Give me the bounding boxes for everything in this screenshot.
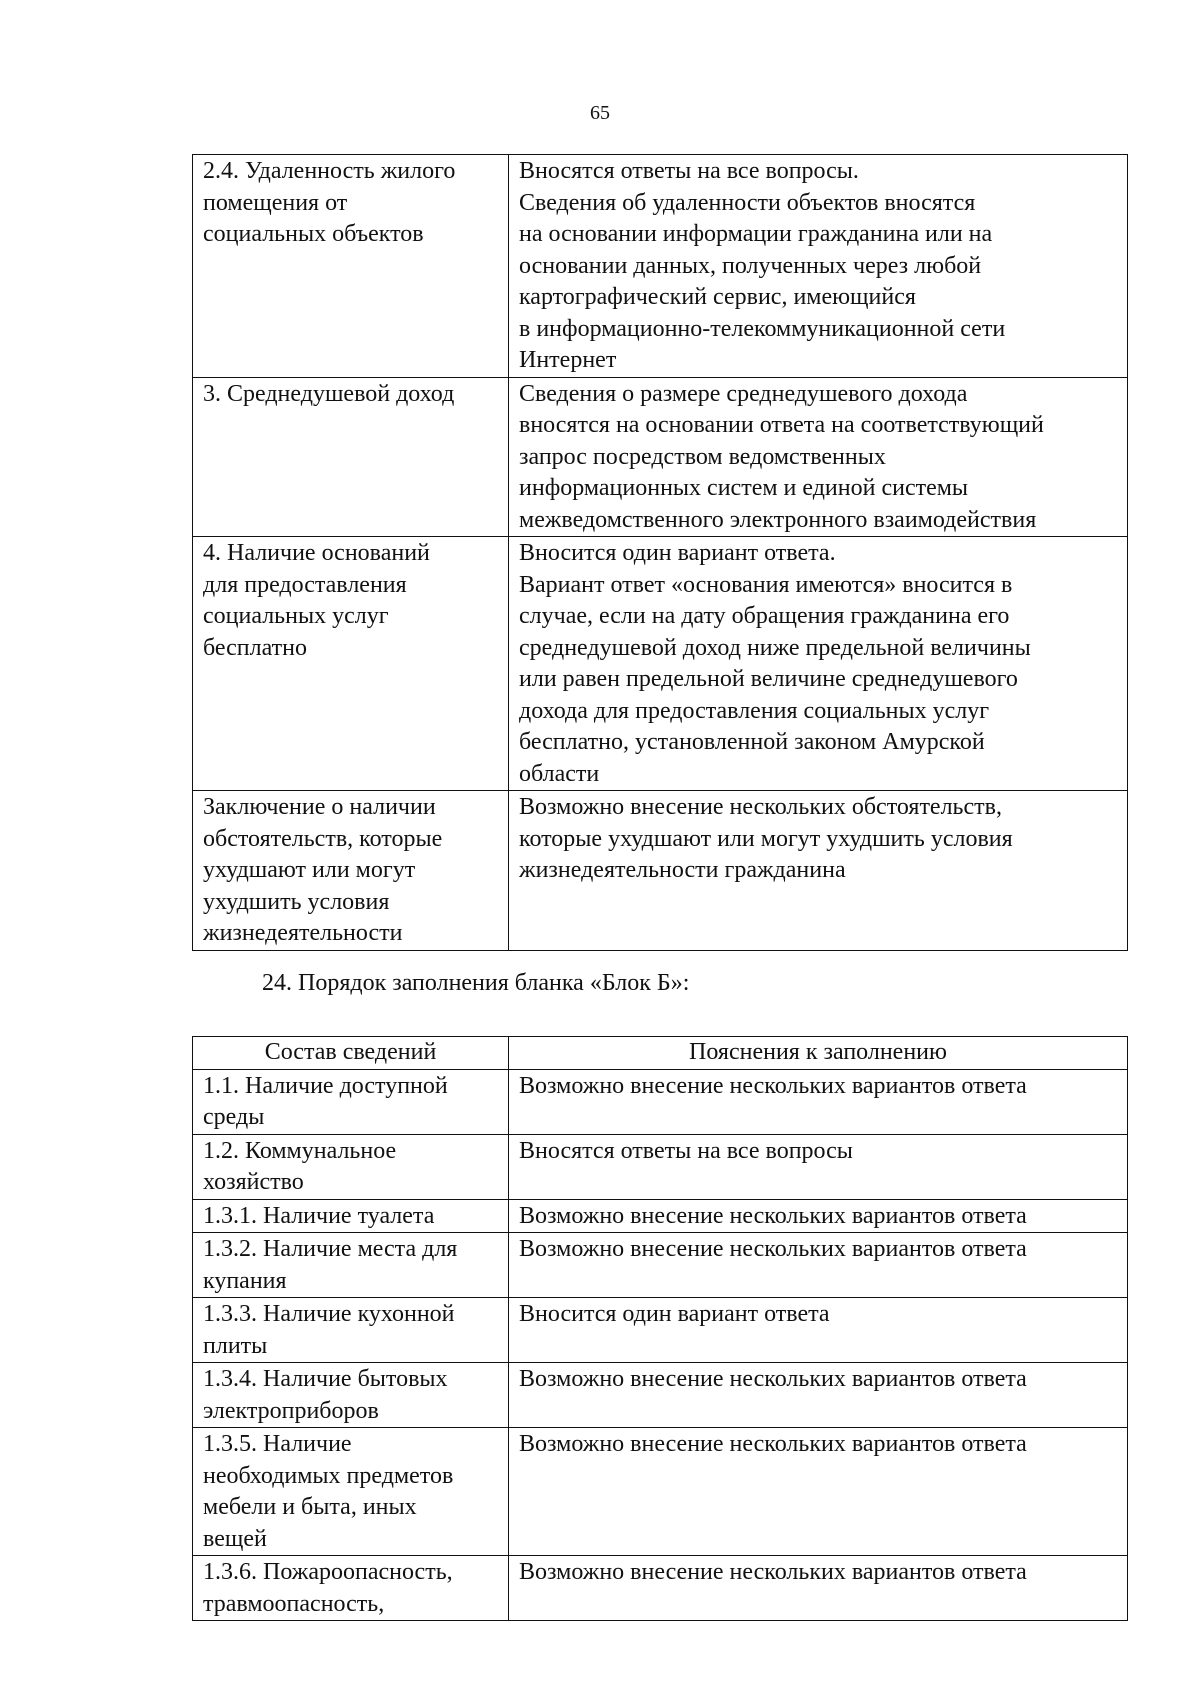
cell-text: Возможно внесение нескольких обстоятельств, которые ухудшают или могут ухудшить условия жизнедеятельности гражданина bbox=[519, 794, 1013, 883]
table-cell-field bbox=[193, 1428, 509, 1556]
table-cell-explanation bbox=[509, 1298, 1128, 1363]
table-cell-field bbox=[193, 1199, 509, 1233]
table-cell-explanation bbox=[509, 791, 1128, 951]
table-cell-field bbox=[193, 377, 509, 537]
table-cell-field bbox=[193, 537, 509, 791]
table-row bbox=[193, 155, 1128, 378]
cell-text: 1.1. Наличие доступной среды bbox=[203, 1072, 448, 1130]
table-row bbox=[193, 1199, 1128, 1233]
table-cell-field bbox=[193, 1298, 509, 1363]
cell-text: Вносятся ответы на все вопросы. Сведения об удаленности объектов вносятся на основании информации гражданина или на основании данных, полученных через любой картографический сервис, имеющийся в информационно-телекоммуникационной сети Интернет bbox=[519, 158, 1006, 373]
cell-text: Возможно внесение нескольких вариантов ответа bbox=[519, 1366, 1027, 1392]
table-cell-explanation bbox=[509, 155, 1128, 378]
cell-text: Сведения о размере среднедушевого дохода вносятся на основании ответа на соответствующий запрос посредством ведомственных информационных систем и единой системы межведомственного электронного взаимодействия bbox=[519, 380, 1044, 533]
table-cell-explanation bbox=[509, 1069, 1128, 1134]
table-row bbox=[193, 1134, 1128, 1199]
table-block-b bbox=[192, 1036, 1128, 1621]
table-row bbox=[193, 1428, 1128, 1556]
table-row bbox=[193, 791, 1128, 951]
table-cell-field bbox=[193, 1363, 509, 1428]
cell-text: 1.3.1. Наличие туалета bbox=[203, 1202, 435, 1229]
table-cell-explanation bbox=[509, 537, 1128, 791]
table-row bbox=[193, 1298, 1128, 1363]
table-cell-explanation bbox=[509, 1556, 1128, 1621]
table-row bbox=[193, 1233, 1128, 1298]
cell-text: 1.2. Коммунальное хозяйство bbox=[203, 1137, 397, 1195]
table-cell-field bbox=[193, 1069, 509, 1134]
page-number: 65 bbox=[590, 102, 610, 124]
cell-text: Вносится один вариант ответа. Вариант ответ «основания имеются» вносится в случае, если на дату обращения гражданина его среднедушевой доход ниже предельной величины или равен предельной величине среднедушевого дохода для предоставления социальных услуг бесплатно, установленной законом Амурской области bbox=[519, 540, 1031, 787]
cell-text: 3. Среднедушевой доход bbox=[203, 380, 455, 407]
cell-text: Возможно внесение нескольких вариантов ответа bbox=[519, 1431, 1027, 1457]
table-block-a-continued bbox=[192, 154, 1128, 951]
column-header: Состав сведений bbox=[193, 1037, 509, 1070]
cell-text: Вносится один вариант ответа bbox=[519, 1301, 830, 1327]
cell-text: Вносятся ответы на все вопросы bbox=[519, 1137, 853, 1164]
cell-text: 1.3.5. Наличие необходимых предметов мебели и быта, иных вещей bbox=[203, 1431, 454, 1552]
table-cell-explanation bbox=[509, 1428, 1128, 1556]
table-row bbox=[193, 377, 1128, 537]
table-cell-explanation bbox=[509, 1199, 1128, 1233]
table-row bbox=[193, 1363, 1128, 1428]
cell-text: 1.3.3. Наличие кухонной плиты bbox=[203, 1301, 455, 1359]
cell-text: Возможно внесение нескольких вариантов ответа bbox=[519, 1072, 1027, 1099]
cell-text: 1.3.6. Пожароопасность, травмоопасность, bbox=[203, 1559, 453, 1617]
table-row bbox=[193, 537, 1128, 791]
table-cell-explanation bbox=[509, 377, 1128, 537]
table-row bbox=[193, 1069, 1128, 1134]
table-cell-explanation bbox=[509, 1233, 1128, 1298]
cell-text: 1.3.4. Наличие бытовых электроприборов bbox=[203, 1366, 448, 1424]
table-cell-field bbox=[193, 155, 509, 378]
cell-text: 4. Наличие оснований для предоставления социальных услуг бесплатно bbox=[203, 540, 430, 661]
cell-text: Заключение о наличии обстоятельств, которые ухудшают или могут ухудшить условия жизнедеятельности bbox=[203, 794, 443, 946]
column-header: Пояснения к заполнению bbox=[509, 1037, 1128, 1070]
table-cell-explanation bbox=[509, 1363, 1128, 1428]
cell-text: Возможно внесение нескольких вариантов ответа bbox=[519, 1202, 1027, 1229]
cell-text: 1.3.2. Наличие места для купания bbox=[203, 1236, 458, 1294]
table-cell-field bbox=[193, 1233, 509, 1298]
table-row bbox=[193, 1556, 1128, 1621]
table-header-row bbox=[193, 1037, 1128, 1070]
cell-text: 2.4. Удаленность жилого помещения от социальных объектов bbox=[203, 158, 456, 247]
section-heading: 24. Порядок заполнения бланка «Блок Б»: bbox=[262, 970, 690, 996]
table-cell-field bbox=[193, 1556, 509, 1621]
table-cell-field bbox=[193, 791, 509, 951]
cell-text: Возможно внесение нескольких вариантов ответа bbox=[519, 1559, 1027, 1585]
table-cell-field bbox=[193, 1134, 509, 1199]
cell-text: Возможно внесение нескольких вариантов ответа bbox=[519, 1236, 1027, 1262]
table-cell-explanation bbox=[509, 1134, 1128, 1199]
